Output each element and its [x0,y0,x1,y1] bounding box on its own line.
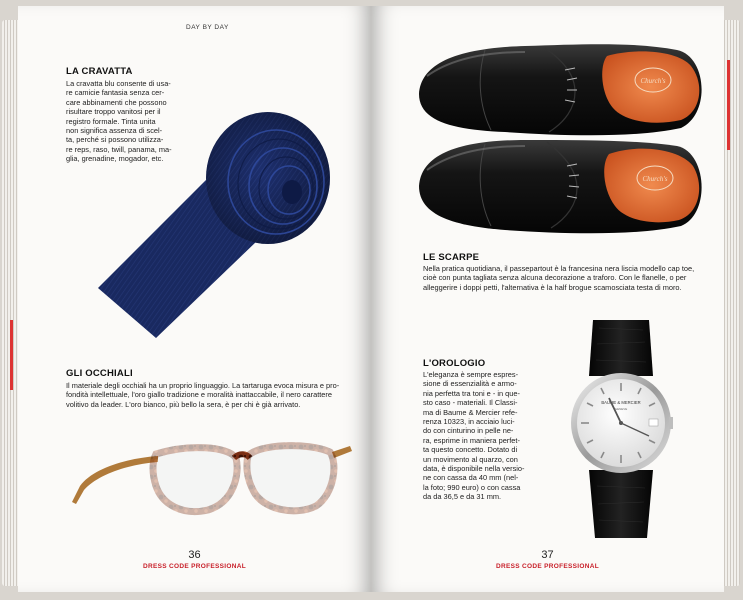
svg-text:Church's: Church's [642,175,668,183]
navy-tie-image [78,98,348,348]
black-oxford-shoes-image [415,36,713,241]
shoes-text: Nella pratica quotidiana, il passepartout è la francesina nera liscia modello cap toe, cioè con punta tagliata senza alcuna decorazione a traforo. Con le flanelle, o per alleggerire i doppi petti, l'alternativa è la half brogue scamosciata testa di moro. [423,264,695,292]
steel-watch-image [569,320,673,538]
tortoise-glasses-image [58,424,358,524]
svg-text:Church's: Church's [640,77,666,85]
brand-footer-right: DRESS CODE PROFESSIONAL [496,563,599,570]
brand-footer-left: DRESS CODE PROFESSIONAL [143,563,246,570]
watch-heading: L'OROLOGIO [423,358,486,369]
page-36 [18,6,371,592]
page-number-left: 36 [188,549,201,561]
svg-text:BAUME & MERCIER: BAUME & MERCIER [601,400,641,405]
shoes-heading: LE SCARPE [423,252,480,263]
page-number-right: 37 [541,549,554,561]
magazine-spread [6,6,736,594]
shoe-top [419,44,702,135]
page-37 [371,6,724,592]
glasses-text: Il materiale degli occhiali ha un proprio linguaggio. La tartaruga evoca misura e pro- fondità intellettuale, l'oro giallo tradizione e moralità inattaccabile, il nero carattere volitivo da leader. L'oro bianco, più bello la sera, è per chi è già arrivato. [66,381,340,409]
tie-text: La cravatta blu consente di usa- re camicie fantasia senza cer- care abbinamenti che possono risultare troppo vanitosi per il registro formale. Tinta unita non significa assenza di scel- ta, perché si possono utilizza- re reps, raso, twill, panama, ma- glia, grenadine, mogador, etc. [66,79,172,164]
glasses-heading: GLI OCCHIALI [66,368,133,379]
running-head: DAY BY DAY [186,24,229,31]
shoe-bottom [419,140,702,233]
svg-text:GENEVE: GENEVE [614,407,628,411]
tie-heading: LA CRAVATTA [66,66,133,77]
watch-text: L'eleganza è sempre espres- sione di essenzialità e armo- nia perfetta tra toni e - in que- sto caso - materiali. Il Classi- ma di Baume & Mercier refe- renza 10323, in acciaio luci- do con cinturino in pelle ne- ra, esprime in maniera perfet- ta questo concetto. Dotato di un movimento al quarzo, con data, è disponibile nella versio- ne con cassa da 40 mm (nel- la foto; 990 euro) o con cassa da da 36,5 e da 31 mm. [423,370,525,502]
